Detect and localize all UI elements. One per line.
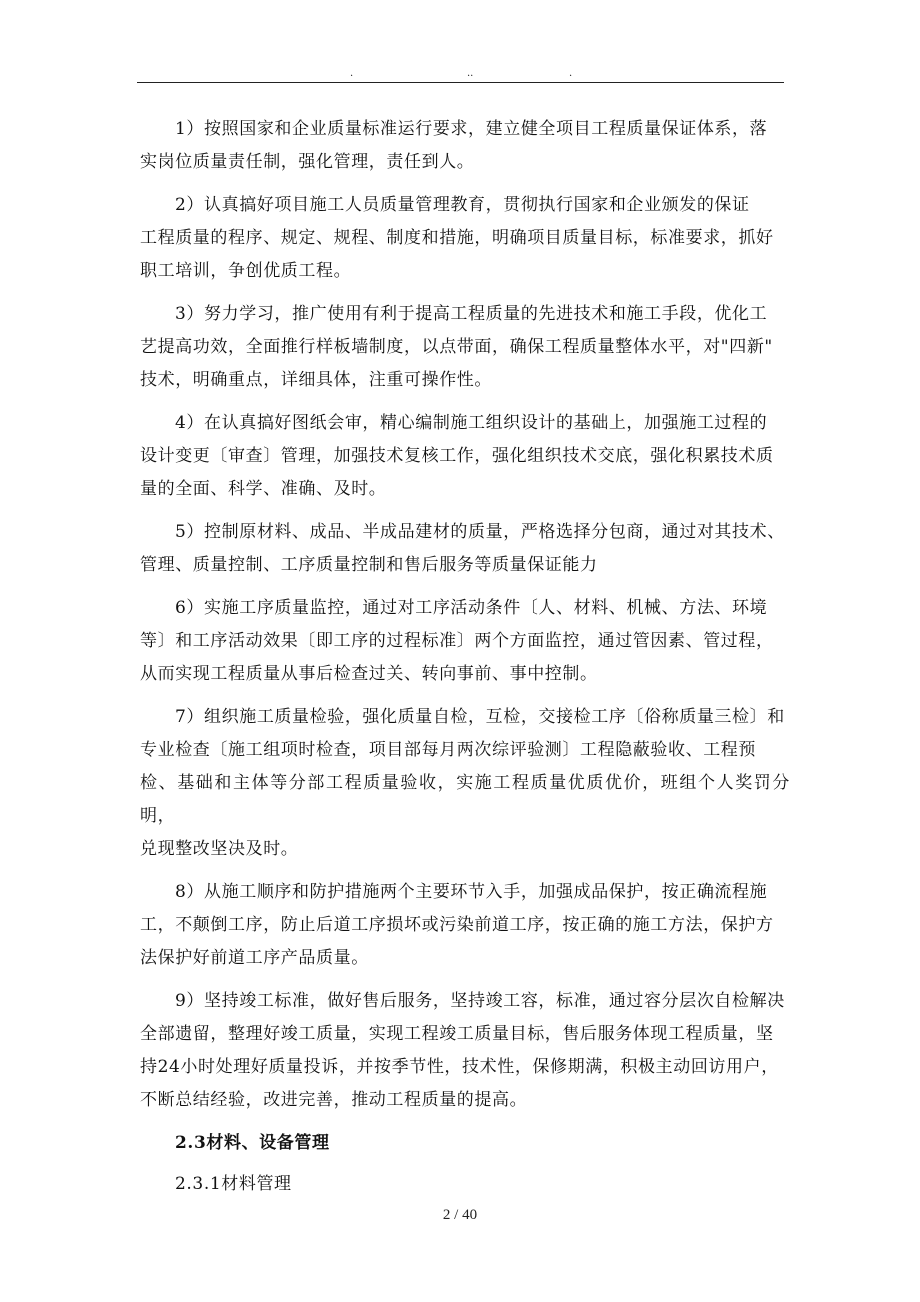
paragraph-line: 9）坚持竣工标准，做好售后服务，坚持竣工容，标准，通过容分层次自检解决 xyxy=(175,991,785,1011)
paragraph-7 xyxy=(140,701,790,866)
paragraph-line: 4）在认真搞好图纸会审，精心编制施工组织设计的基础上，加强施工过程的 xyxy=(175,413,768,433)
paragraph-line: 5）控制原材料、成品、半成品建材的质量，严格选择分包商，通过对其技术、 xyxy=(175,522,785,542)
paragraph-line: 实岗位质量责任制，强化管理，责任到人。 xyxy=(140,152,475,172)
paragraph-line: 从而实现工程质量从事后检查过关、转向事前、事中控制。 xyxy=(140,664,598,684)
paragraph-line: 工程质量的程序、规定、规程、制度和措施，明确项目质量目标，标准要求，抓好 xyxy=(140,228,774,248)
paragraph-line: 6）实施工序质量监控，通过对工序活动条件〔人、材料、机械、方法、环境 xyxy=(175,598,768,618)
paragraph-line: 法保护好前道工序产品质量。 xyxy=(140,948,369,968)
header-mark: . xyxy=(569,68,573,79)
subsection-heading: 2.3.1材料管理 xyxy=(175,1174,292,1194)
paragraph-line: 2）认真搞好项目施工人员质量管理教育，贯彻执行国家和企业颁发的保证 xyxy=(175,195,750,215)
paragraph-2 xyxy=(140,189,790,288)
paragraph-line: 量的全面、科学、准确、及时。 xyxy=(140,479,387,499)
paragraph-line: 专业检查〔施工组项时检查，项目部每月两次综评验测〕工程隐蔽验收、工程预 xyxy=(140,740,756,760)
paragraph-line: 1）按照国家和企业质量标准运行要求，建立健全项目工程质量保证体系，落 xyxy=(175,119,768,139)
paragraph-4 xyxy=(140,407,790,506)
paragraph-5 xyxy=(140,516,790,582)
paragraph-line: 7）组织施工质量检验，强化质量自检，互检，交接检工序〔俗称质量三检〕和 xyxy=(175,707,785,727)
paragraph-1 xyxy=(140,113,790,179)
paragraph-line: 技术，明确重点，详细具体，注重可操作性。 xyxy=(140,370,492,390)
paragraph-6 xyxy=(140,592,790,691)
header-mark: . xyxy=(350,68,354,79)
paragraph-line: 全部遗留，整理好竣工质量，实现工程竣工质量目标，售后服务体现工程质量，坚 xyxy=(140,1024,774,1044)
paragraph-line: 8）从施工顺序和防护措施两个主要环节入手，加强成品保护，按正确流程施 xyxy=(175,882,768,902)
paragraph-line: 等〕和工序活动效果〔即工序的过程标准〕两个方面监控，通过管因素、管过程， xyxy=(140,631,774,651)
paragraph-line: 设计变更〔审查〕管理，加强技术复核工作，强化组织技术交底，强化积累技术质 xyxy=(140,446,774,466)
page-header xyxy=(137,66,784,82)
paragraph-line: 管理、质量控制、工序质量控制和售后服务等质量保证能力 xyxy=(140,555,598,575)
paragraph-3 xyxy=(140,298,790,397)
section-heading: 2.3材料、设备管理 xyxy=(175,1133,330,1153)
paragraph-line: 艺提高功效，全面推行样板墙制度，以点带面，确保工程质量整体水平，对"四新" xyxy=(140,337,773,357)
header-mark: .. xyxy=(467,68,474,79)
paragraph-line: 兑现整改坚决及时。 xyxy=(140,839,299,859)
header-rule xyxy=(137,82,784,83)
paragraph-9 xyxy=(140,985,790,1117)
page-body xyxy=(140,113,790,1201)
paragraph-line: 工，不颠倒工序，防止后道工序损坏或污染前道工序，按正确的施工方法，保护方 xyxy=(140,915,774,935)
page-number: 2 / 40 xyxy=(442,1207,478,1223)
paragraph-line: 检、基础和主体等分部工程质量验收，实施工程质量优质优价，班组个人奖罚分明， xyxy=(140,773,790,826)
paragraph-line: 不断总结经验，改进完善，推动工程质量的提高。 xyxy=(140,1090,528,1110)
paragraph-line: 职工培训，争创优质工程。 xyxy=(140,261,352,281)
paragraph-line: 3）努力学习，推广使用有利于提高工程质量的先进技术和施工手段，优化工 xyxy=(175,304,768,324)
paragraph-8 xyxy=(140,876,790,975)
paragraph-line: 持24小时处理好质量投诉，并按季节性，技术性，保修期满，积极主动回访用户， xyxy=(140,1057,779,1077)
